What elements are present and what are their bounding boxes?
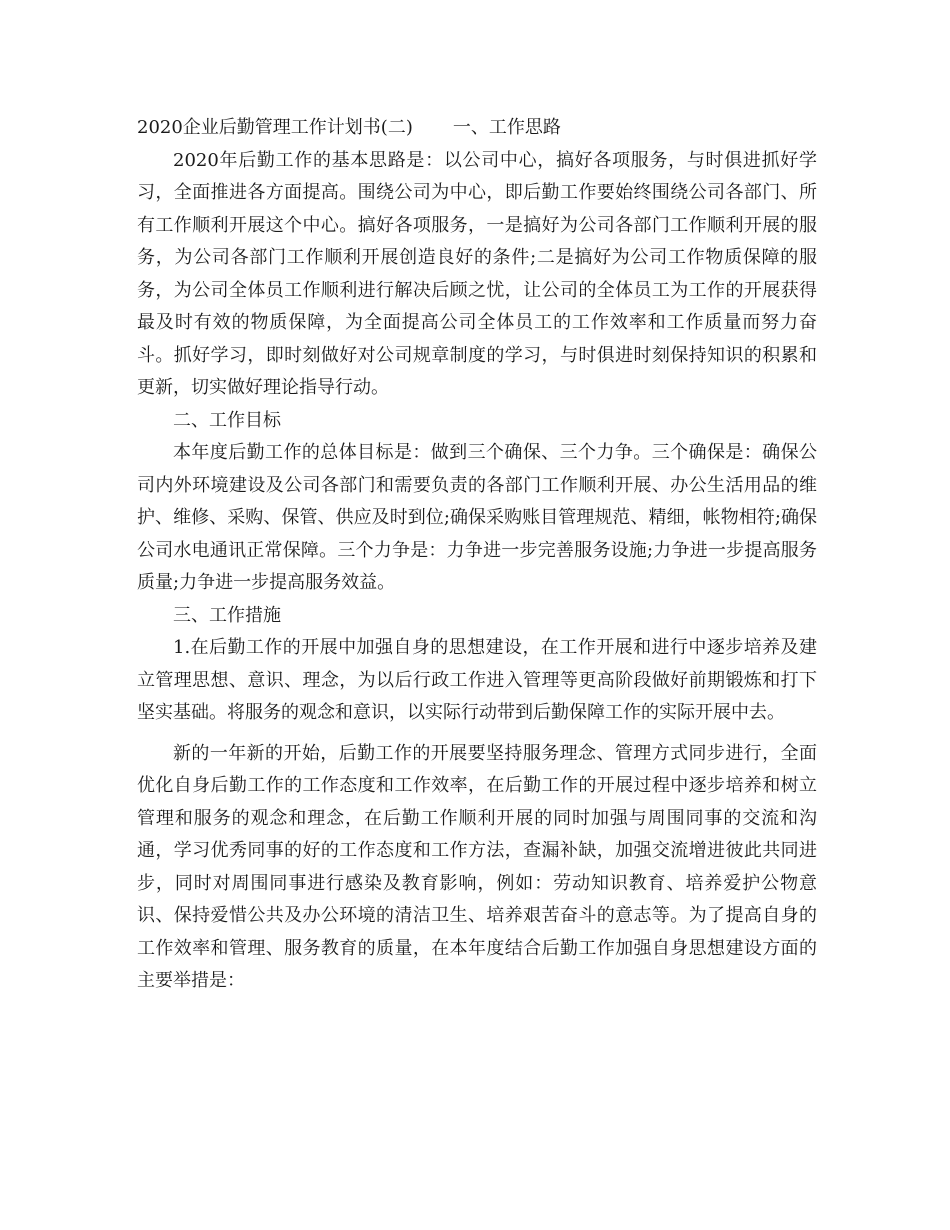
section-3-paragraph-2: 新的一年新的开始，后勤工作的开展要坚持服务理念、管理方式同步进行，全面优化自身后勤工作的工作态度和工作效率，在后勤工作的开展过程中逐步培养和树立管理和服务的观念和理念，在后勤工作顺利开展的同时加强与周围同事的交流和沟通，学习优秀同事的好的工作态度和工作方法，查漏补缺，加强交流增进彼此共同进步，同时对周围同事进行感染及教育影响，例如：劳动知识教育、培养爱护公物意识、保持爱惜公共及办公环境的清洁卫生、培养艰苦奋斗的意志等。为了提高自身的工作效率和管理、服务教育的质量，在本年度结合后勤工作加强自身思想建设方面的主要举措是： — [137, 742, 817, 991]
section-2-paragraph: 本年度后勤工作的总体目标是：做到三个确保、三个力争。三个确保是：确保公司内外环境建设及公司各部门和需要负责的各部门工作顺利开展、办公生活用品的维护、维修、采购、保管、供应及时到位;确保采购账目管理规范、精细，帐物相符;确保公司水电通讯正常保障。三个力争是：力争进一步完善服务设施;力争进一步提高服务质量;力争进一步提高服务效益。 — [137, 442, 817, 593]
title-line — [137, 112, 817, 145]
section-1-paragraph: 2020年后勤工作的基本思路是：以公司中心，搞好各项服务，与时俱进抓好学习，全面推进各方面提高。围绕公司为中心，即后勤工作要始终围绕公司各部门、所有工作顺利开展这个中心。搞好各项服务，一是搞好为公司各部门工作顺利开展的服务，为公司各部门工作顺利开展创造良好的条件;二是搞好为公司工作物质保障的服务，为公司全体员工作顺利进行解决后顾之忧，让公司的全体员工为工作的开展获得最及时有效的物质保障，为全面提高公司全体员工的工作效率和工作质量而努力奋斗。抓好学习，即时刻做好对公司规章制度的学习，与时俱进时刻保持知识的积累和更新，切实做好理论指导行动。 — [137, 149, 817, 398]
section-1-heading: 一、工作思路 — [452, 117, 561, 138]
document-title: 2020企业后勤管理工作计划书(二) — [137, 117, 413, 138]
section-3-heading: 三、工作措施 — [173, 604, 281, 626]
section-3-paragraph-1: 1.在后勤工作的开展中加强自身的思想建设，在工作开展和进行中逐步培养及建立管理思想、意识、理念，为以后行政工作进入管理等更高阶段做好前期锻炼和打下坚实基础。将服务的观念和意识，以实际行动带到后勤保障工作的实际开展中去。 — [137, 637, 817, 723]
section-2-heading: 二、工作目标 — [173, 409, 281, 431]
document-page — [137, 112, 817, 998]
